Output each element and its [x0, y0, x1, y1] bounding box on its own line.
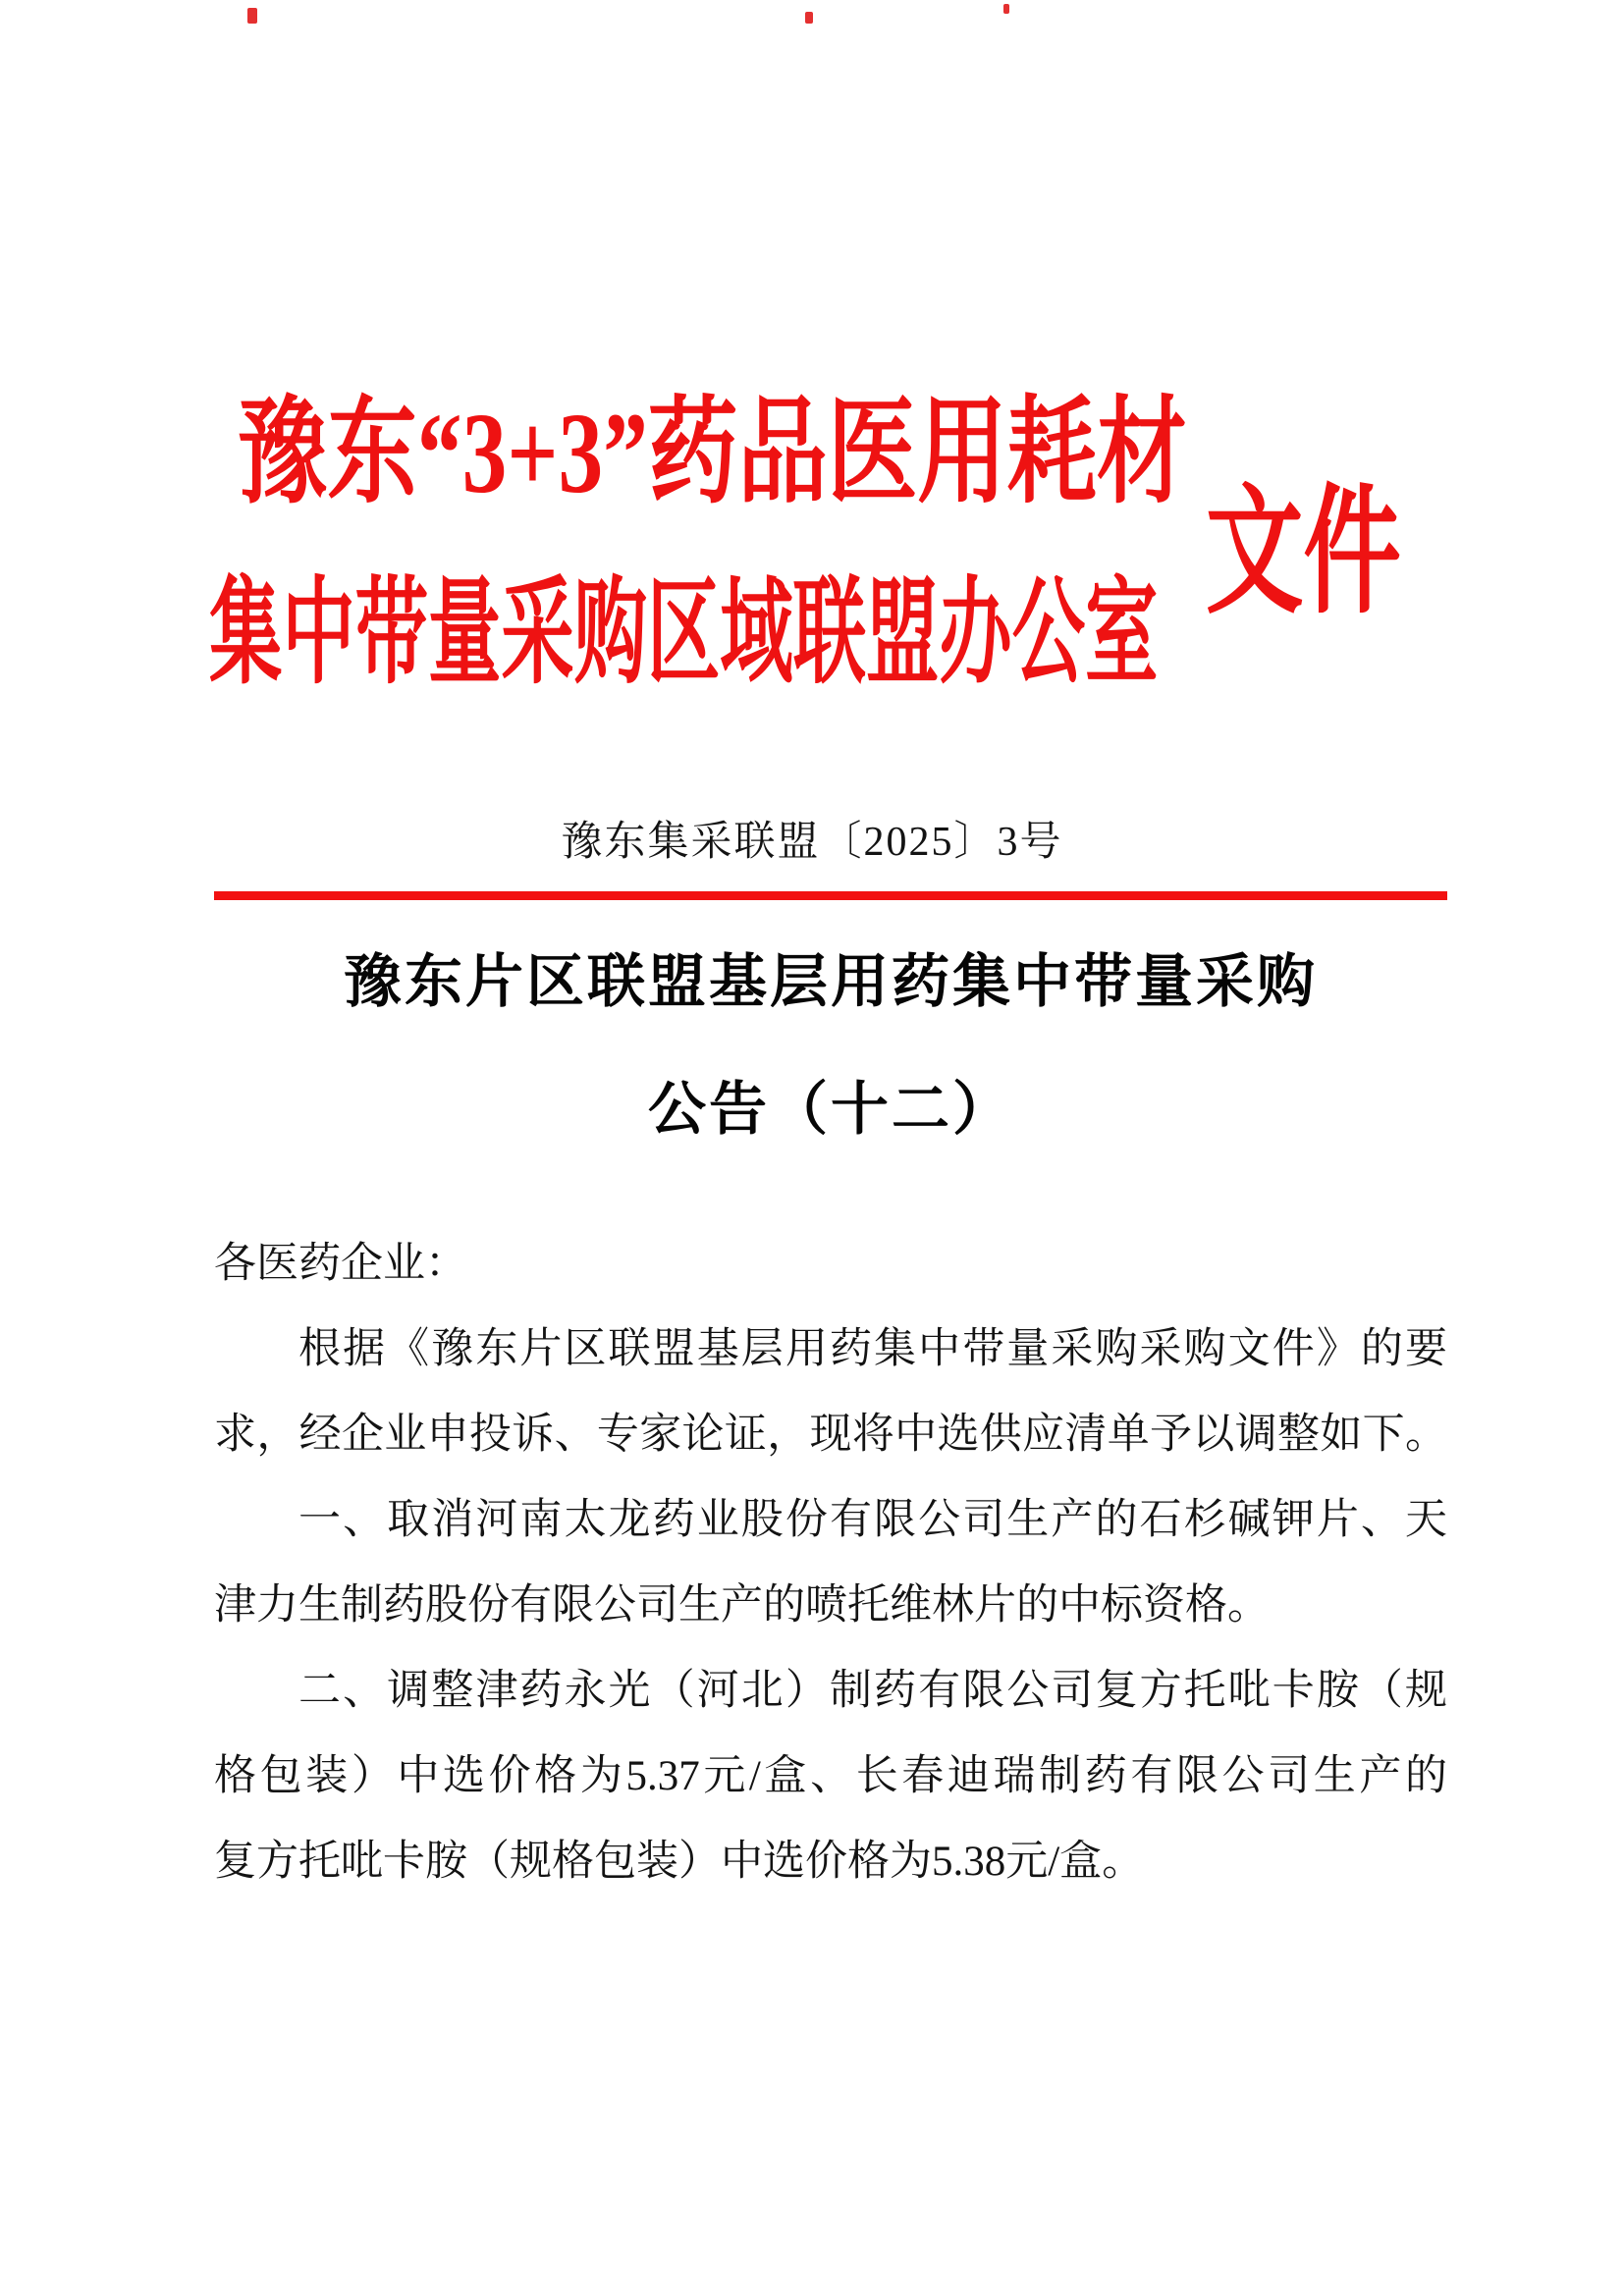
body-text [214, 1221, 1447, 1904]
body-line: 求，经企业申投诉、专家论证，现将中选供应清单予以调整如下。 [214, 1412, 1447, 1458]
letterhead-line1: 豫东“3+3”药品医用耗材 [238, 389, 1187, 517]
letterhead-line2: 集中带量采购区域联盟办公室 [209, 569, 1159, 698]
letterhead [209, 363, 1624, 724]
body-line: 二、调整津药永光（河北）制药有限公司复方托吡卡胺（规 [298, 1668, 1447, 1714]
page-title-line2: 公告（十二） [647, 1077, 1013, 1142]
body-line: 根据《豫东片区联盟基层用药集中带量采购采购文件》的要 [298, 1326, 1447, 1372]
document-number: 豫东集采联盟〔2025〕3号 [561, 820, 1063, 865]
scan-artifact [1003, 4, 1009, 14]
body-line-salutation: 各医药企业： [214, 1241, 467, 1287]
page-title-line1: 豫东片区联盟基层用药集中带量采购 [343, 949, 1318, 1014]
body-line: 津力生制药股份有限公司生产的喷托维林片的中标资格。 [214, 1582, 1270, 1629]
scan-artifact [247, 8, 257, 24]
body-line: 一、取消河南太龙药业股份有限公司生产的石杉碱钾片、天 [298, 1497, 1447, 1543]
red-divider-line [214, 891, 1447, 900]
document-content [214, 891, 1447, 1904]
letterhead-document-label: 文件 [1206, 475, 1401, 630]
body-line: 复方托吡卡胺（规格包装）中选价格为5.38元/盒。 [214, 1839, 1145, 1885]
body-line: 格包装）中选价格为5.37元/盒、长春迪瑞制药有限公司生产的 [214, 1753, 1447, 1799]
scan-artifact [805, 12, 813, 24]
letterhead-title-lines [209, 363, 1187, 724]
